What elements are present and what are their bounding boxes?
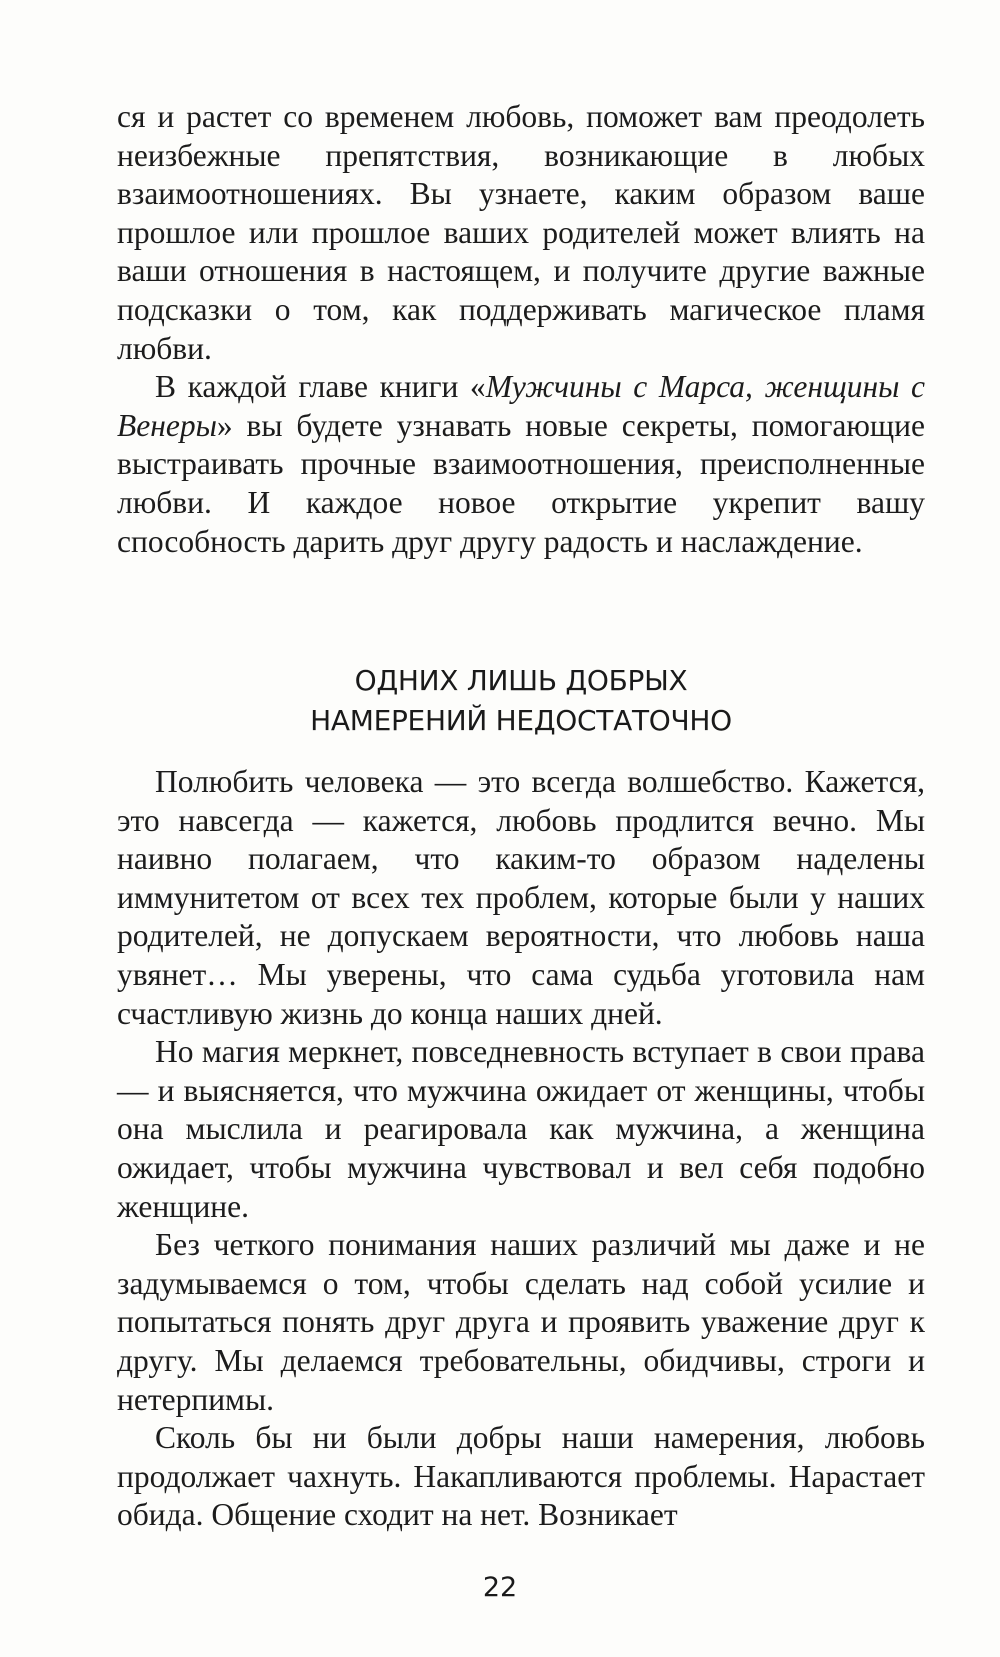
- paragraph-book-chapters: [117, 368, 925, 561]
- intro-text-block: [117, 98, 925, 561]
- paragraph-continued: ся и растет со временем любовь, поможет вам преодолеть неизбежные препятствия, возникающие в любых взаимоотношениях. Вы узнаете, каким образом ваше прошлое или прошлое ваших родителей может влиять на ваши отношения в настоящем, и получите другие важные подсказки о том, как поддерживать магическое пламя любви.: [117, 99, 925, 366]
- paragraph: Полюбить человека — это всегда волшебство. Кажется, это навсегда — кажется, любовь продлится вечно. Мы наивно полагаем, что каким-то образом наделены иммунитетом от всех тех проблем, которые были у наших родителей, не допускаем вероятности, что любовь наша увянет… Мы уверены, что сама судьба уготовила нам счастливую жизнь до конца наших дней.: [117, 764, 925, 1031]
- book-title: Мужчины с Марса, женщины с Венеры: [117, 369, 925, 443]
- paragraph-text-before-title: В каждой главе книги «: [155, 369, 486, 405]
- paragraph: Сколь бы ни были добры наши намерения, любовь продолжает чахнуть. Накапливаются проблемы. Нарастает обида. Общение сходит на нет. Возникает: [117, 1420, 925, 1533]
- section-heading: [117, 661, 925, 741]
- section-text-block: [117, 763, 925, 1535]
- paragraph: Без четкого понимания наших различий мы даже и не задумываемся о том, чтобы сделать над собой усилие и попытаться понять друг друга и проявить уважение друг к другу. Мы делаемся требовательны, обидчивы, строги и нетерпимы.: [117, 1227, 925, 1417]
- page-number: 22: [482, 1572, 518, 1603]
- paragraph-text-after-title: » вы будете узнавать новые секреты, помогающие выстраивать прочные взаимоотношения, преисполненные любви. И каждое новое открытие укрепит вашу способность дарить друг другу радость и наслаждение.: [117, 407, 925, 559]
- paragraph: Но магия меркнет, повседневность вступает в свои права — и выясняется, что мужчина ожидает от женщины, чтобы она мыслила и реагировала как мужчина, а женщина ожидает, чтобы мужчина чувствовал и вел себя подобно женщине.: [117, 1034, 925, 1224]
- section-heading-line-2: НАМЕРЕНИЙ НЕДОСТАТОЧНО: [310, 704, 732, 737]
- section-heading-line-1: ОДНИХ ЛИШЬ ДОБРЫХ: [354, 664, 688, 697]
